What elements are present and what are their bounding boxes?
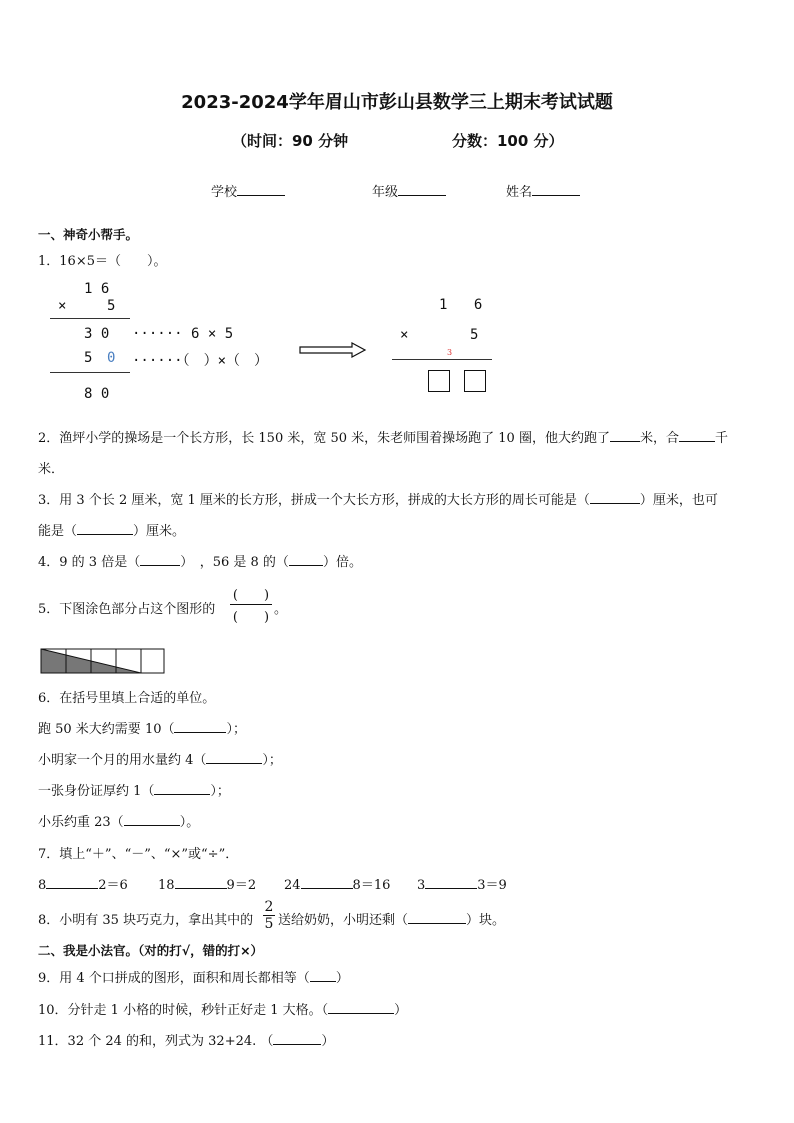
q7-item-3 (284, 874, 390, 893)
fraction-bar (230, 604, 272, 605)
q7-item-2 (158, 874, 256, 893)
q7-item-2-a: 18 (158, 878, 175, 893)
q5-fraction (230, 584, 272, 625)
q7-blank-3[interactable] (301, 875, 353, 889)
right-calc-row-1: 1 6 (439, 297, 483, 313)
exam-score: 分数：100 分） (452, 132, 564, 150)
q6-blank-4[interactable] (124, 812, 180, 826)
q10-end: ） (394, 1003, 408, 1018)
q8-numerator: 2 (264, 899, 274, 915)
q10-text: 10．分针走 1 小格的时候，秒针正好走 1 大格。（ (38, 1003, 329, 1018)
q7-item-1 (38, 874, 128, 893)
calc-line-1 (50, 318, 130, 319)
q8-denominator: 5 (264, 916, 274, 932)
question-6: 6．在括号里填上合适的单位。 (38, 691, 216, 706)
q11-text: 11．32 个 24 的和，列式为 32+24. （ (38, 1034, 274, 1049)
q6-item-3-end: ）； (210, 784, 230, 799)
q7-item-4-a: 3 (417, 878, 426, 893)
q7-blank-1[interactable] (46, 875, 98, 889)
q6-blank-2[interactable] (206, 750, 262, 764)
question-9 (38, 967, 349, 986)
q9-end: ） (335, 971, 349, 986)
calc-row-4-zero: 0 (107, 350, 116, 366)
section-2-heading: 二、我是小法官。（对的打√，错的打×） (38, 943, 264, 958)
q8-continuation (278, 909, 505, 928)
calc-row-5: 8 0 (84, 386, 110, 402)
q7-item-3-b: 8＝16 (352, 878, 391, 893)
q2-text: 2．渔坪小学的操场是一个长方形，长 150 米，宽 50 米，朱老师围着操场跑了 10 圈，他大约跑了 (38, 431, 610, 446)
q5-end: 。 (274, 602, 288, 617)
q10-blank[interactable] (328, 1000, 394, 1014)
question-4 (38, 551, 362, 570)
calc-row-3: 3 0 (84, 326, 110, 342)
q6-item-4-text: 小乐约重 23（ (38, 815, 124, 830)
q3-text-end: ）厘米，也可 (639, 493, 718, 508)
q6-blank-1[interactable] (174, 719, 226, 733)
name-blank[interactable] (532, 182, 580, 196)
grade-field (372, 181, 446, 200)
q7-blank-2[interactable] (175, 875, 227, 889)
q7-item-3-a: 24 (284, 878, 301, 893)
question-5: 5．下图涂色部分占这个图形的 (38, 602, 216, 617)
q7-item-4 (417, 874, 507, 893)
calc-note-1: ······ 6 × 5 (132, 326, 234, 342)
question-3 (38, 489, 718, 508)
answer-box-ones[interactable] (464, 370, 486, 392)
q8-c: ）块。 (466, 913, 506, 928)
question-8: 8．小明有 35 块巧克力，拿出其中的 (38, 913, 254, 928)
q7-item-1-b: 2＝6 (98, 878, 128, 893)
calc-line-2 (50, 372, 130, 373)
q11-end: ） (321, 1034, 335, 1049)
grade-label: 年级 (372, 185, 399, 200)
question-10 (38, 999, 407, 1018)
q6-item-1-end: ）； (226, 722, 246, 737)
q4-blank-1[interactable] (140, 552, 180, 566)
q6-item-1 (38, 718, 246, 737)
exam-time: （时间：90 分钟 (232, 132, 349, 150)
q5-denominator[interactable]: ( ) (232, 610, 270, 625)
page-title: 2023-2024学年眉山市彭山县数学三上期末考试试题 (181, 92, 613, 113)
right-times-sign: × (400, 327, 409, 343)
q8-blank[interactable] (408, 910, 466, 924)
right-calc-row-2: 5 (470, 327, 479, 343)
q4-c: ）倍。 (322, 555, 362, 570)
q4-blank-2[interactable] (289, 552, 323, 566)
grade-blank[interactable] (398, 182, 446, 196)
q6-item-4 (38, 811, 199, 830)
q6-item-2 (38, 749, 282, 768)
q3-text: 3．用 3 个长 2 厘米，宽 1 厘米的长方形，拼成一个大长方形，拼成的大长方形的周长可能是（ (38, 493, 590, 508)
q3-line-2 (38, 520, 185, 539)
q9-blank[interactable] (310, 968, 336, 982)
q2-blank-1[interactable] (610, 428, 640, 442)
calc-row-1: 1 6 (84, 281, 110, 297)
right-calc-line (392, 359, 492, 360)
carry-digit: 3 (447, 348, 453, 357)
q7-item-1-a: 8 (38, 878, 47, 893)
q4-b: ） ，56 是 8 的（ (180, 555, 289, 570)
school-field (211, 181, 285, 200)
q6-item-2-end: ）； (262, 753, 282, 768)
section-1-heading: 一、神奇小帮手。 (38, 227, 139, 242)
q3-line2-a: 能是（ (38, 524, 78, 539)
q2-line-2: 米． (38, 462, 65, 477)
q3-line2-b: ）厘米。 (133, 524, 186, 539)
q5-numerator[interactable]: ( ) (232, 588, 270, 603)
q9-text: 9．用 4 个口拼成的图形，面积和周长都相等（ (38, 971, 310, 986)
question-11 (38, 1030, 334, 1049)
question-7: 7．填上“＋”、“－”、“×”或“÷”． (38, 847, 239, 862)
q6-item-4-end: ）。 (179, 815, 200, 830)
q6-item-2-text: 小明家一个月的用水量约 4（ (38, 753, 207, 768)
calc-row-4-digit: 5 (84, 350, 93, 366)
answer-box-tens[interactable] (428, 370, 450, 392)
calc-row-2: 5 (107, 298, 116, 314)
q3-blank-1[interactable] (590, 490, 640, 504)
calc-note-2: ······（ ）×（ ） (132, 353, 269, 369)
name-label: 姓名 (506, 185, 533, 200)
question-1: 1．16×5＝（ ）。 (38, 254, 167, 269)
q6-blank-3[interactable] (154, 781, 210, 795)
q11-blank[interactable] (273, 1031, 321, 1045)
q7-blank-4[interactable] (425, 875, 477, 889)
arrow-right-icon (298, 342, 368, 358)
q8-fraction (263, 899, 275, 932)
school-blank[interactable] (237, 182, 285, 196)
q4-a: 4．9 的 3 倍是（ (38, 555, 141, 570)
shaded-rectangle-figure (40, 648, 166, 674)
q2-mid: 米，合 (639, 431, 679, 446)
q6-item-1-text: 跑 50 米大约需要 10（ (38, 722, 175, 737)
school-label: 学校 (211, 185, 238, 200)
question-2 (38, 427, 728, 446)
q8-b: 送给奶奶，小明还剩（ (278, 913, 409, 928)
q7-item-2-b: 9＝2 (226, 878, 257, 893)
times-sign: × (58, 298, 67, 314)
q7-item-4-b: 3＝9 (477, 878, 507, 893)
q6-item-3-text: 一张身份证厚约 1（ (38, 784, 155, 799)
q2-end: 千 (714, 431, 728, 446)
q2-blank-2[interactable] (679, 428, 715, 442)
q3-blank-2[interactable] (77, 521, 133, 535)
q6-item-3 (38, 780, 230, 799)
name-field (506, 181, 580, 200)
